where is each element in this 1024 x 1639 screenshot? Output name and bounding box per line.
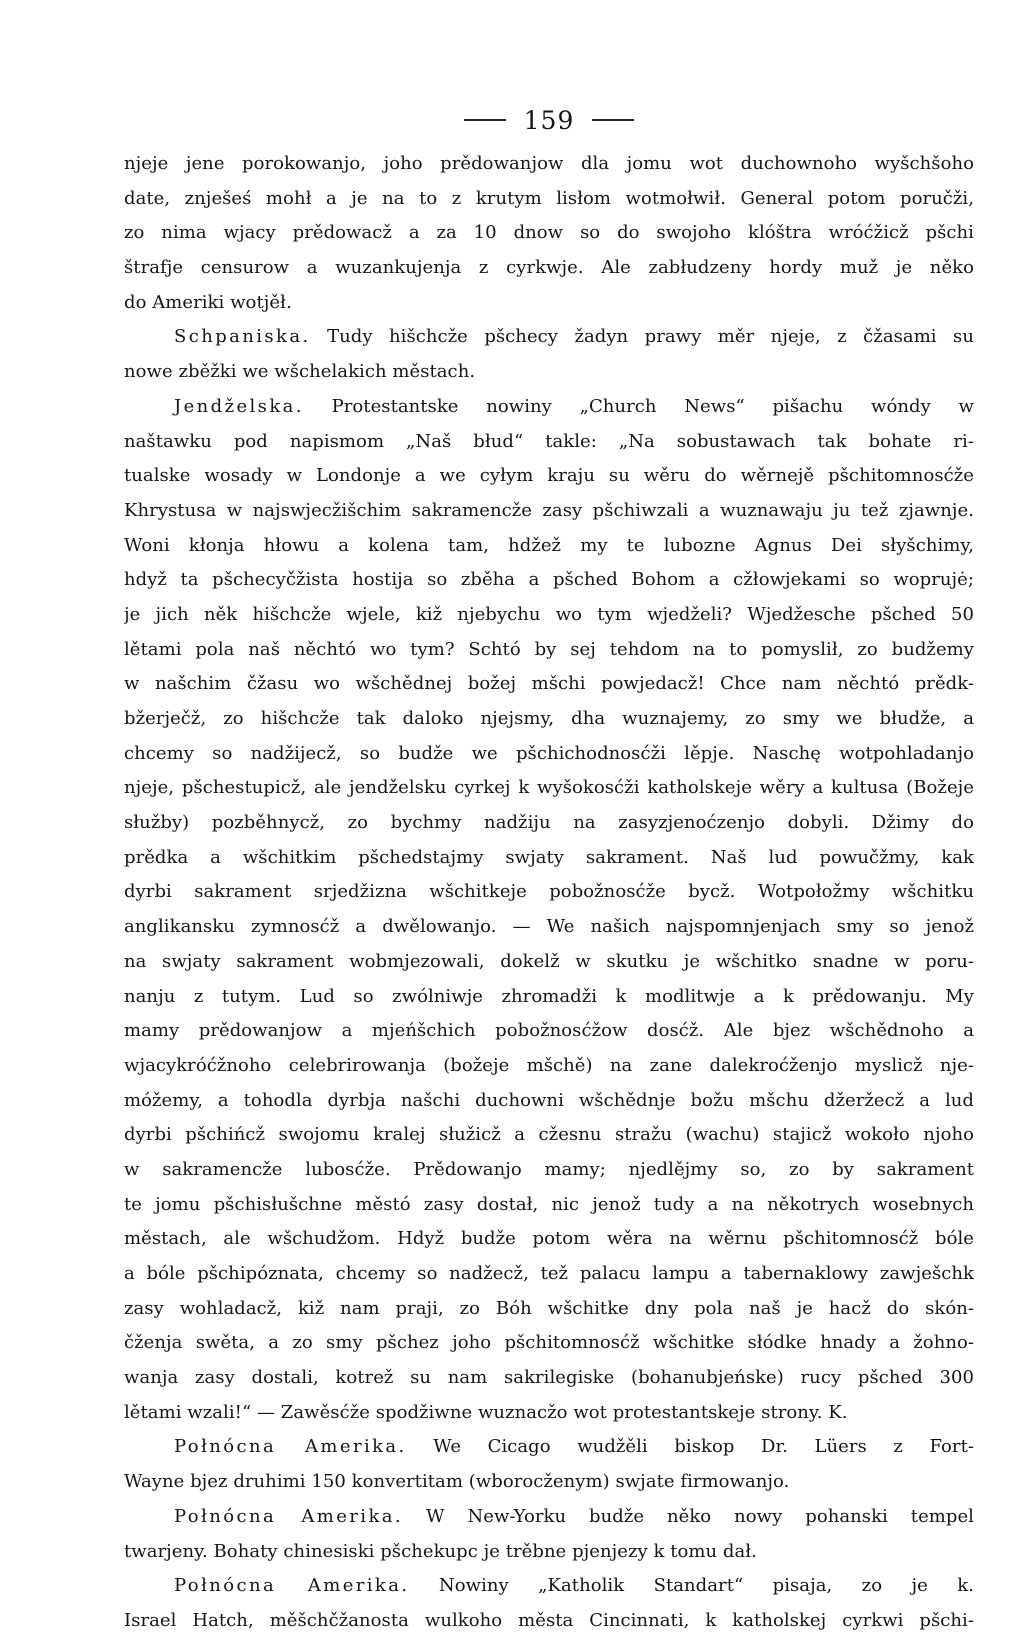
- line-text: tualske wosady w Londonje a we cyłym kraju su wěru do wěrnejě pšchitomnosćže: [124, 465, 974, 487]
- line-text: Woni kłonja hłowu a kolena tam, hdžež my te lubozne Agnus Dei słyšchimy,: [124, 534, 974, 556]
- text-line: [124, 1569, 974, 1604]
- text-line: [124, 355, 974, 390]
- section-lead: Jendželska.: [174, 395, 304, 417]
- line-text: štrafje censurow a wuzankujenja z cyrkwje. Ale zabłudzeny hordy muž je něko: [124, 257, 974, 279]
- text-line: [124, 1222, 974, 1257]
- text-line: [124, 1084, 974, 1119]
- text-line: [124, 1118, 974, 1153]
- text-line: [124, 182, 974, 217]
- text-line: [124, 1049, 974, 1084]
- text-line: [124, 529, 974, 564]
- text-line: [124, 494, 974, 529]
- text-line: [124, 980, 974, 1015]
- text-line: [124, 1465, 974, 1500]
- text-line: [124, 1430, 974, 1465]
- line-text: te jomu pšchisłušchne městó zasy dostał, nic jenož tudy a na někotrych wosebnych: [124, 1193, 974, 1215]
- line-text: a bóle pšchipóznata, chcemy so nadžecž, tež palacu lampu a tabernaklowy zawješchk: [124, 1263, 974, 1284]
- text-line: [124, 390, 974, 425]
- text-line: [124, 702, 974, 737]
- text-line: [124, 841, 974, 876]
- text-line: [124, 563, 974, 598]
- text-line: [124, 1153, 974, 1188]
- section-lead: Schpaniska.: [174, 326, 311, 348]
- document-page: [124, 96, 974, 1631]
- text-line: [124, 737, 974, 772]
- text-line: [124, 1500, 974, 1535]
- page-header: [124, 96, 974, 144]
- line-text: Khrystusa w najswjecžišchim sakramencže zasy pšchiwzali a wuznawaju ju tež zjawnje.: [124, 499, 974, 521]
- text-line: [124, 1292, 974, 1327]
- text-line: [124, 945, 974, 980]
- line-text: njeje, pšchestupicž, ale jendželsku cyrkej k wyšokosćži katholskeje wěry a kultusa (Božeje: [124, 777, 974, 799]
- text-line: [124, 286, 974, 321]
- text-line: [124, 320, 974, 355]
- line-text: móžemy, a tohodla dyrbja našchi duchowni wšchědnje božu mšchu džeržecž a lud: [124, 1089, 974, 1111]
- line-text: We Cicago wudžěli biskop Dr. Lüers z Fort-: [433, 1436, 974, 1458]
- text-line: [124, 1188, 974, 1223]
- text-line: [124, 1604, 974, 1639]
- text-line: [124, 147, 974, 182]
- text-line: [124, 1257, 974, 1292]
- right-header-rule: [592, 119, 634, 121]
- text-line: [124, 251, 974, 286]
- line-text: zasy wohladacž, kiž nam praji, zo Bóh wšchitke dny pola naš je hacž do skón-: [124, 1297, 974, 1319]
- text-line: [124, 806, 974, 841]
- text-line: [124, 667, 974, 702]
- line-text: Nowiny „Katholik Standart“ pisaja, zo je k.: [438, 1575, 974, 1597]
- line-text: w sakramencže lubosćže. Prědowanjo mamy; njedlějmy so, zo by sakrament: [124, 1158, 974, 1180]
- text-line: [124, 1396, 974, 1431]
- line-text: słužby) pozběhnycž, zo bychmy nadžiju na zasyzjenoćzenjo dobyli. Džimy do: [124, 812, 974, 834]
- line-text: wjacykróćžnoho celebrirowanja (božeje mšchě) na zane dalekroćženjo myslicž nje-: [124, 1054, 974, 1076]
- line-text: mamy prědowanjow a mjeńšchich pobožnosćžow dosćž. Ale bjez wšchědnoho a: [124, 1020, 974, 1042]
- text-line: [124, 771, 974, 806]
- line-text: Tudy hišchcže pšchecy žadyn prawy měr njeje, z čžasami su: [327, 326, 974, 348]
- text-line: [124, 216, 974, 251]
- line-text: Israel Hatch, měšchčžanosta wulkoho města Cincinnati, k katholskej cyrkwi pšchi-: [124, 1609, 974, 1631]
- document-body: [124, 147, 974, 1639]
- line-text: Protestantske nowiny „Church News“ pišachu wóndy w: [331, 395, 974, 417]
- left-header-rule: [464, 119, 506, 121]
- line-text: je jich něk hišchcže wjele, kiž njebychu wo tym wjedželi? Wjedžesche pšched 50: [124, 603, 974, 625]
- line-text: date, znješeś mohł a je na to z krutym lisłom wotmołwił. General potom poručži,: [124, 187, 974, 209]
- text-line: [124, 459, 974, 494]
- section-lead: Połnócna Amerika.: [174, 1505, 404, 1527]
- line-text: nowe zběžki we wšchelakich městach.: [124, 361, 476, 383]
- section-lead: Połnócna Amerika.: [174, 1436, 407, 1458]
- line-text: wanja zasy dostali, kotrež su nam sakrilegiske (bohanubjeńske) rucy pšched 300: [124, 1367, 974, 1389]
- line-text: lětami wzali!“ — Zawěsćže spodžiwne wuznacžo wot protestantskeje strony. K.: [124, 1401, 848, 1423]
- line-text: anglikansku zymnosćž a dwělowanjo. — We našich najspomnjenjach smy so jenož: [124, 916, 974, 938]
- text-line: [124, 633, 974, 668]
- text-line: [124, 1014, 974, 1049]
- line-text: prědka a wšchitkim pšchedstajmy swjaty sakrament. Naš lud powučžmy, kak: [124, 846, 974, 868]
- text-line: [124, 598, 974, 633]
- text-line: [124, 875, 974, 910]
- line-text: w našchim čžasu wo wšchědnej božej mšchi powjedacž! Chce nam něchtó prědk-: [124, 673, 974, 695]
- line-text: čženja swěta, a zo smy pšchez joho pšchitomnosćž wšchitke słódke hnady a žohno-: [124, 1332, 974, 1354]
- line-text: na swjaty sakrament wobmjezowali, dokelž w skutku je wšchitko snadne w poru-: [124, 950, 974, 972]
- page-number: 159: [523, 105, 575, 135]
- line-text: W New-Yorku budže něko nowy pohanski tempel: [425, 1505, 974, 1527]
- line-text: njeje jene porokowanjo, joho prědowanjow dla jomu wot duchownoho wyšchšoho: [124, 153, 974, 174]
- text-line: [124, 1361, 974, 1396]
- section-lead: Połnócna Amerika.: [174, 1575, 410, 1597]
- line-text: zo nima wjacy prědowacž a za 10 dnow so do swojoho klóštra wróćžicž pšchi: [124, 222, 974, 244]
- line-text: lětami pola naš něchtó wo tym? Schtó by sej tehdom na to pomyslił, zo budžemy: [124, 638, 974, 660]
- line-text: hdyž ta pšchecyčžista hostija so zběha a pšched Bohom a cžłowjekami so woprujė;: [124, 569, 974, 591]
- text-line: [124, 910, 974, 945]
- line-text: twarjeny. Bohaty chinesiski pšchekupc je trěbne pjenjezy k tomu dał.: [124, 1540, 757, 1562]
- text-line: [124, 1326, 974, 1361]
- text-line: [124, 425, 974, 460]
- line-text: Wayne bjez druhimi 150 konvertitam (wborocženym) swjate firmowanjo.: [124, 1471, 790, 1493]
- line-text: chcemy so nadžijecž, so budže we pšchichodnosćži lěpje. Naschę wotpohladanjo: [124, 742, 974, 764]
- text-line: [124, 1535, 974, 1570]
- line-text: do Ameriki wotjěł.: [124, 291, 292, 313]
- line-text: bžerječž, zo hišchcže tak daloko njejsmy, dha wuznajemy, zo smy we błudže, a: [124, 708, 974, 729]
- line-text: nanju z tutym. Lud so zwólniwje zhromadži k modlitwje a k prědowanju. My: [124, 985, 974, 1007]
- line-text: naštawku pod napismom „Naš błud“ takle: „Na sobustawach tak bohate ri-: [124, 430, 974, 452]
- line-text: dyrbi pšchińcž swojomu kralej słužicž a cžesnu stražu (wachu) stajicž wokoło njoho: [124, 1124, 974, 1146]
- line-text: dyrbi sakrament srjedžizna wšchitkeje pobožnosćže bycž. Wotpołožmy wšchitku: [124, 881, 974, 903]
- line-text: městach, ale wšchudžom. Hdyž budže potom wěra na wěrnu pšchitomnosćž bóle: [124, 1228, 974, 1250]
